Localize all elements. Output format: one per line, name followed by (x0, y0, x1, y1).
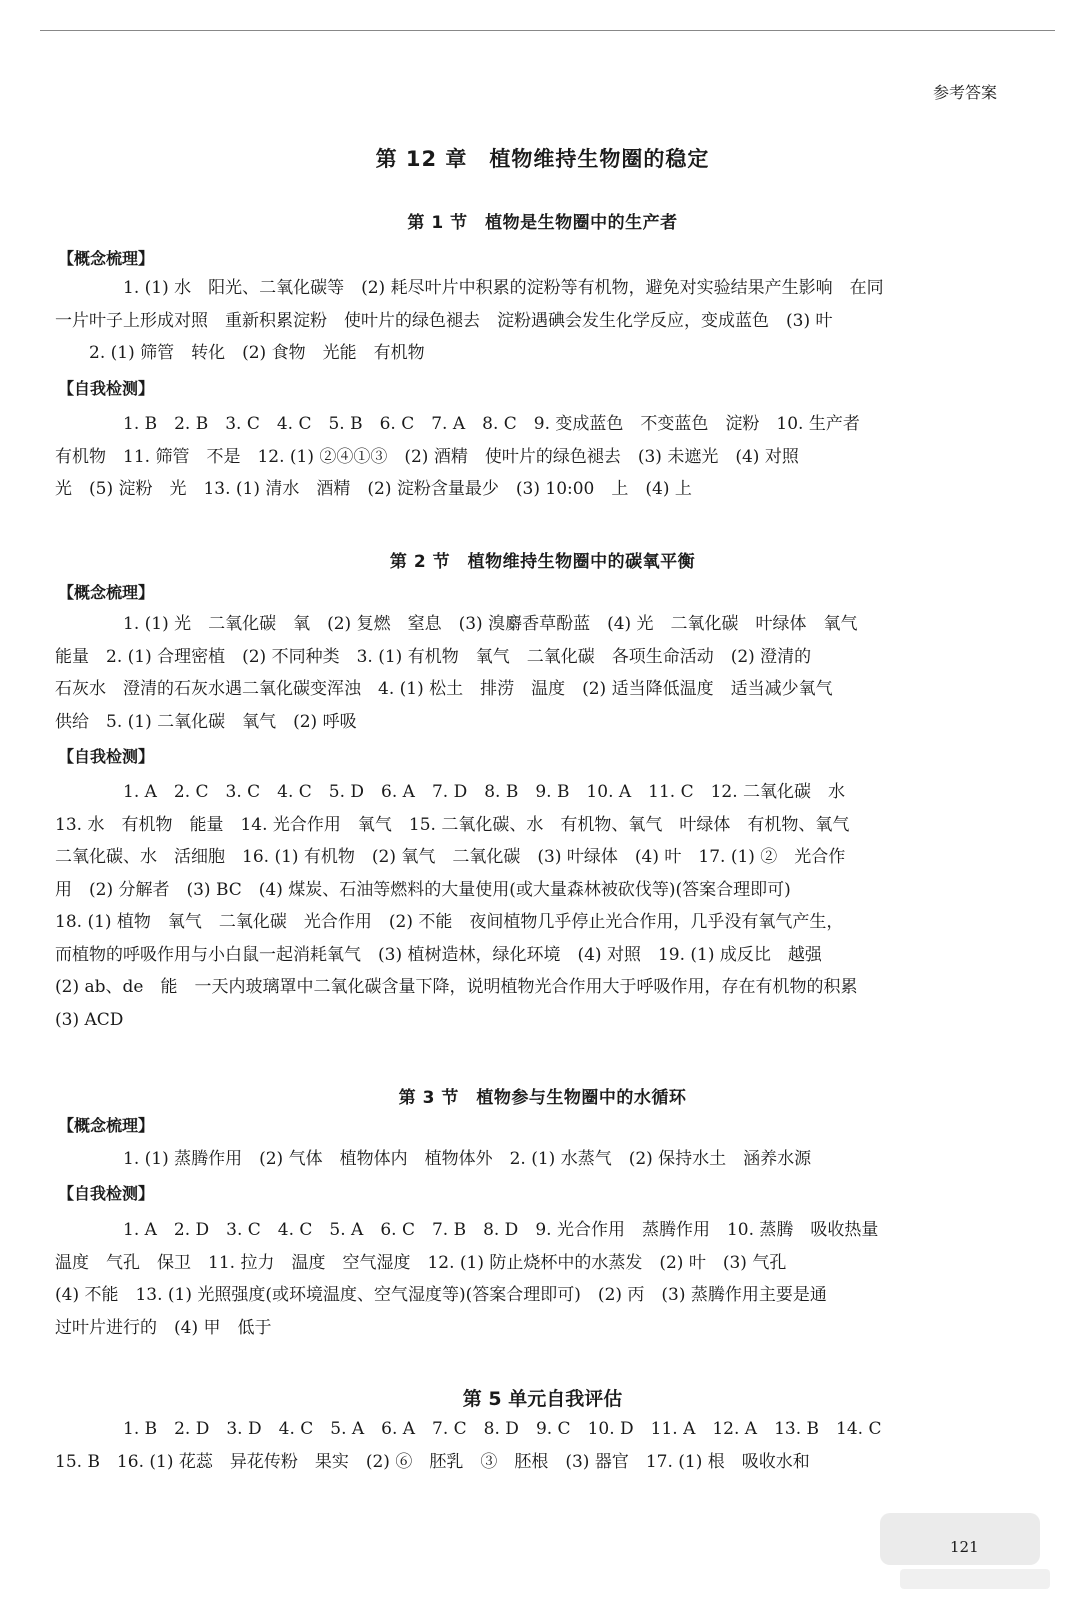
text-line: 1. B 2. B 3. C 4. C 5. B 6. C 7. A 8. C 9. 变成蓝色 不变蓝色 淀粉 10. 生产者 (123, 414, 860, 434)
section-2-title: 第 2 节 植物维持生物圈中的碳氧平衡 (389, 552, 696, 572)
text-line: 有机物 11. 筛管 不是 12. (1) ②④①③ (2) 酒精 使叶片的绿色褪去 (3) 未遮光 (4) 对照 (55, 446, 799, 467)
text-line: 而植物的呼吸作用与小白鼠一起消耗氧气 (3) 植树造林，绿化环境 (4) 对照 19. (1) 成反比 越强 (55, 944, 822, 965)
text-line: 1. (1) 蒸腾作用 (2) 气体 植物体内 植物体外 2. (1) 水蒸气 (2) 保持水土 涵养水源 (123, 1149, 812, 1169)
text-line: 1. A 2. D 3. C 4. C 5. A 6. C 7. B 8. D 9. 光合作用 蒸腾作用 10. 蒸腾 吸收热量 (123, 1220, 879, 1240)
section-3-concept-heading: 【概念梳理】 (58, 1116, 155, 1135)
text-line: (2) ab、de 能 一天内玻璃罩中二氧化碳含量下降，说明植物光合作用大于呼吸作用，存在有机物的积累 (55, 977, 858, 997)
section-2-check-heading: 【自我检测】 (58, 747, 155, 766)
text-line: 1. B 2. D 3. D 4. C 5. A 6. A 7. C 8. D 9. C 10. D 11. A 12. A 13. B 14. C (123, 1419, 882, 1439)
text-line: (4) 不能 13. (1) 光照强度(或环境温度、空气湿度等)(答案合理即可) (2) 丙 (3) 蒸腾作用主要是通 (55, 1285, 827, 1305)
text-line: 1. A 2. C 3. C 4. C 5. D 6. A 7. D 8. B 9. B 10. A 11. C 12. 二氧化碳 水 (123, 782, 846, 802)
unit-assessment-title: 第 5 单元自我评估 (462, 1388, 623, 1410)
section-2-check-text (55, 776, 975, 1036)
section-3-check-text (55, 1214, 975, 1344)
section-1-check-heading: 【自我检测】 (58, 379, 155, 398)
section-3-check-heading: 【自我检测】 (58, 1184, 155, 1203)
text-line: 二氧化碳、水 活细胞 16. (1) 有机物 (2) 氧气 二氧化碳 (3) 叶绿体 (4) 叶 17. (1) ② 光合作 (55, 847, 846, 867)
text-line: 光 (5) 淀粉 光 13. (1) 清水 酒精 (2) 淀粉含量最少 (3) 10:00 上 (4) 上 (55, 479, 692, 499)
text-line: 石灰水 澄清的石灰水遇二氧化碳变浑浊 4. (1) 松土 排涝 温度 (2) 适当降低温度 适当减少氧气 (55, 679, 833, 699)
text-line: 用 (2) 分解者 (3) BC (4) 煤炭、石油等燃料的大量使用(或大量森林被砍伐等)(答案合理即可) (55, 879, 791, 900)
text-line: 能量 2. (1) 合理密植 (2) 不同种类 3. (1) 有机物 氧气 二氧化碳 各项生命活动 (2) 澄清的 (55, 646, 812, 667)
text-line: 13. 水 有机物 能量 14. 光合作用 氧气 15. 二氧化碳、水 有机物、氧气 叶绿体 有机物、氧气 (55, 814, 850, 835)
text-line: 1. (1) 水 阳光、二氧化碳等 (2) 耗尽叶片中积累的淀粉等有机物，避免对实验结果产生影响 在同 (123, 278, 884, 298)
text-line: 18. (1) 植物 氧气 二氧化碳 光合作用 (2) 不能 夜间植物几乎停止光合作用，几乎没有氧气产生， (55, 912, 844, 932)
text-line: 一片叶子上形成对照 重新积累淀粉 使叶片的绿色褪去 淀粉遇碘会发生化学反应，变成蓝色 (3) 叶 (55, 310, 833, 331)
section-1-concept-text (55, 272, 975, 370)
page-number: 121 (950, 1538, 979, 1556)
unit-assessment-text (55, 1413, 975, 1478)
text-line: 过叶片进行的 (4) 甲 低于 (55, 1317, 272, 1338)
top-rule (40, 30, 1055, 31)
text-line: 2. (1) 筛管 转化 (2) 食物 光能 有机物 (89, 343, 425, 363)
section-1-check-text (55, 408, 975, 506)
section-3-concept-text (55, 1143, 975, 1176)
text-line: 1. (1) 光 二氧化碳 氧 (2) 复燃 窒息 (3) 溴麝香草酚蓝 (4) 光 二氧化碳 叶绿体 氧气 (123, 614, 858, 634)
text-line: 温度 气孔 保卫 11. 拉力 温度 空气湿度 12. (1) 防止烧杯中的水蒸发 (2) 叶 (3) 气孔 (55, 1252, 787, 1273)
section-1-title: 第 1 节 植物是生物圈中的生产者 (407, 213, 678, 233)
section-3-title: 第 3 节 植物参与生物圈中的水循环 (398, 1088, 687, 1108)
section-2-concept-heading: 【概念梳理】 (58, 583, 155, 602)
chapter-title: 第 12 章 植物维持生物圈的稳定 (375, 147, 710, 171)
section-1-concept-heading: 【概念梳理】 (58, 249, 155, 268)
section-2-concept-text (55, 608, 975, 738)
text-line: 供给 5. (1) 二氧化碳 氧气 (2) 呼吸 (55, 711, 357, 732)
text-line: 15. B 16. (1) 花蕊 异花传粉 果实 (2) ⑥ 胚乳 ③ 胚根 (3) 器官 17. (1) 根 吸收水和 (55, 1451, 810, 1472)
header-label: 参考答案 (932, 83, 997, 102)
text-line: (3) ACD (55, 1009, 124, 1030)
